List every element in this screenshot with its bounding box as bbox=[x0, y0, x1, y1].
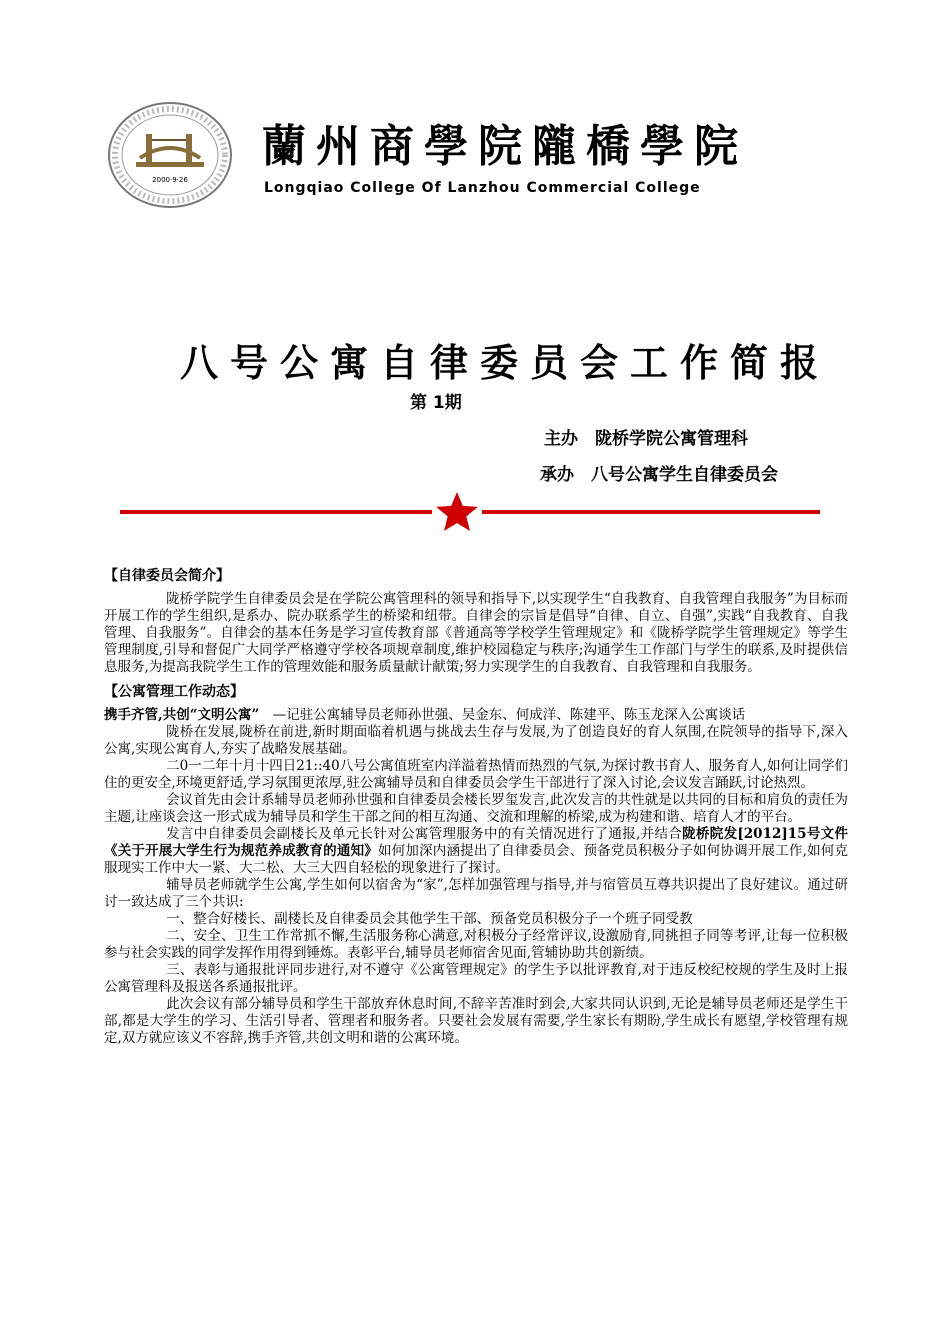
school-name-english: Longqiao College Of Lanzhou Commercial College bbox=[264, 180, 701, 196]
co-organizer: 承办 八号公寓学生自律委员会 bbox=[540, 465, 778, 485]
consensus-1: 一、整合好楼长、副楼长及自律委员会其他学生干部、预备党员积极分子一个班子同受教 bbox=[166, 911, 693, 927]
paragraph-2: 二0一二年十月十四日21::40八号公寓值班室内洋溢着热情而热烈的气氛,为探讨教书育人、服务育人,如何让同学们住的更安全,环境更舒适,学习氛围更浓厚,驻公寓辅导员和自律委员会学生干部进行了深入讨论,会议发言踊跃,讨论热烈。 bbox=[104, 758, 848, 791]
organizer: 主办 陇桥学院公寓管理科 bbox=[544, 429, 748, 449]
paragraph-4 bbox=[104, 826, 848, 877]
article-subtitle: —记驻公寓辅导员老师孙世强、吴金东、何成洋、陈建平、陈玉龙深入公寓谈话 bbox=[259, 707, 746, 723]
paragraph-4-rest: 如何加深内涵提出了自律委员会、预备党员积极分子如何协调开展工作,如何克服现实工作中大一紧、大二松、大三大四自轻松的现象进行了探讨。 bbox=[104, 843, 848, 876]
intro-heading: 【自律委员会简介】 bbox=[104, 568, 230, 584]
paragraph-1: 陇桥在发展,陇桥在前进,新时期面临着机遇与挑战去生存与发展,为了创造良好的育人氛围,在院领导的指导下,深入公寓,实现公寓育人,夯实了战略发展基础。 bbox=[104, 724, 848, 757]
star-icon bbox=[436, 492, 478, 531]
paragraph-closing: 此次会议有部分辅导员和学生干部放弃休息时间,不辞辛苦准时到会,大家共同认识到,无论是辅导员老师还是学生干部,都是大学生的学习、生活引导者、管理者和服务者。只要社会发展有需要,学生家长有期盼,学生成长有愿望,学校管理有规定,双方就应该义不容辞,携手齐管,共创文明和谐的公寓环境。 bbox=[104, 996, 848, 1046]
issue-number: 第 1期 bbox=[410, 393, 462, 413]
star-divider bbox=[120, 490, 820, 534]
intro-paragraph: 陇桥学院学生自律委员会是在学院公寓管理科的领导和指导下,以实现学生“自我教育、自我管理自我服务”为目标而开展工作的学生组织,是系办、院办联系学生的桥梁和纽带。自律会的宗旨是倡导“自律、自立、自强”,实践“自我教育、自我管理、自我服务”。自律会的基本任务是学习宣传教育部《普通高等学校学生管理规定》和《陇桥学院学生管理规定》等学生管理制度,引导和督促广大同学严格遵守学校各项规章制度,维护校园稳定与秩序;沟通学生工作部门与学生的联系,及时提供信息服务,为提高我院学生工作的管理效能和服务质量献计献策;努力实现学生的自我教育、自我管理和自我服务。 bbox=[104, 591, 848, 675]
seal-date: 2000·9·26 bbox=[152, 176, 188, 184]
article-title: 携手齐管,共创“文明公寓” bbox=[104, 707, 260, 723]
paragraph-5: 辅导员老师就学生公寓,学生如何以宿舍为“家”,怎样加强管理与指导,并与宿管员互尊共识提出了良好建议。通过研讨一致达成了三个共识: bbox=[104, 877, 848, 910]
paragraph-3: 会议首先由会计系辅导员老师孙世强和自律委员会楼长罗玺发言,此次发言的共性就是以共同的目标和肩负的责任为主题,让座谈会这一形式成为辅导员和学生干部之间的相互沟通、交流和理解的桥梁,成为构建和谐、培育人才的平台。 bbox=[104, 792, 848, 825]
consensus-2: 二、安全、卫生工作常抓不懈,生活服务称心满意,对积极分子经常评议,设激励育,同挑担子同等考评,让每一位积极参与社会实践的同学发挥作用得到锤炼。表彰平台,辅导员老师宿舍见面,管辅协助共创新绩。 bbox=[104, 928, 848, 961]
bulletin-body bbox=[104, 566, 848, 1047]
bulletin-title: 八号公寓自律委员会工作简报 bbox=[180, 340, 831, 385]
school-name-chinese: 蘭州商學院隴橋學院 bbox=[262, 121, 748, 172]
college-seal-logo bbox=[106, 100, 234, 210]
consensus-3: 三、表彰与通报批评同步进行,对不遵守《公寓管理规定》的学生予以批评教育,对于违反校纪校规的学生及时上报公寓管理科及报送各系通报批评。 bbox=[104, 962, 848, 995]
document-reference: 陇桥院发[2012]15号文件《关于开展大学生行为规范养成教育的通知》 bbox=[104, 826, 848, 859]
news-heading: 【公寓管理工作动态】 bbox=[104, 684, 244, 700]
paragraph-4-intro: 发言中自律委员会副楼长及单元长针对公寓管理服务中的有关情况进行了通报,并结合 bbox=[166, 826, 683, 842]
article-heading bbox=[104, 707, 848, 724]
